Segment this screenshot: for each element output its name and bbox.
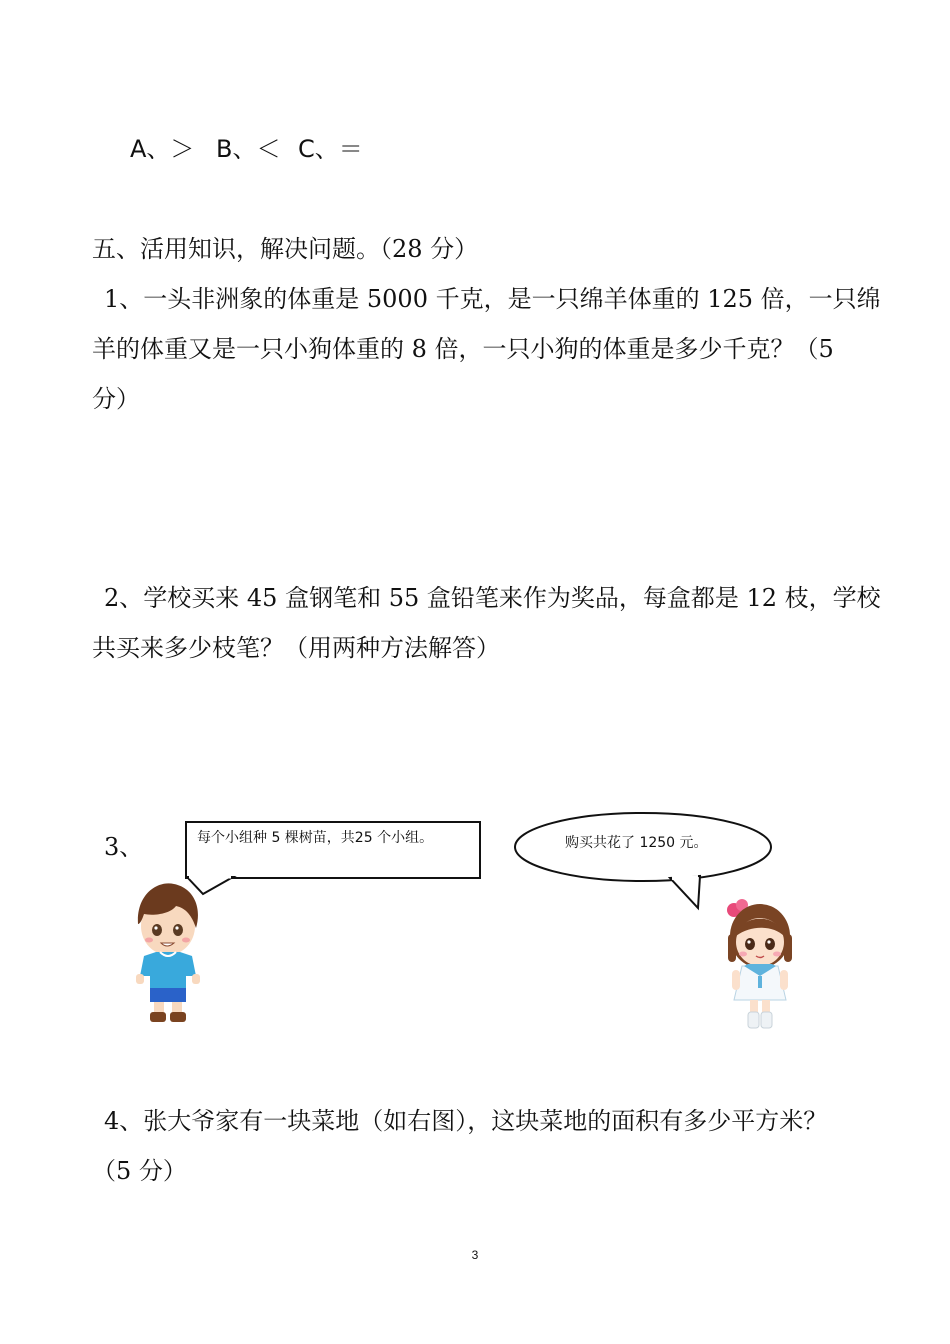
q1-line-3: 分） bbox=[92, 385, 140, 413]
page-number: 3 bbox=[471, 1248, 479, 1262]
q4-line-1: 4、张大爷家有一块菜地（如右图），这块菜地的面积有多少平方米？ bbox=[104, 1107, 828, 1135]
q1-line-1: 1、一头非洲象的体重是 5000 千克，是一只绵羊体重的 125 倍，一只绵 bbox=[104, 285, 881, 313]
choice-b: B、＜ bbox=[216, 135, 281, 163]
q2-line-2: 共买来多少枝笔？（用两种方法解答） bbox=[92, 634, 500, 662]
section-title: 五、活用知识，解决问题。（28 分） bbox=[92, 235, 479, 263]
q3-number: 3、 bbox=[104, 833, 144, 861]
girl-cartoon-illustration bbox=[712, 896, 802, 1032]
boy-cartoon-illustration bbox=[130, 880, 205, 1026]
choice-a: A、＞ bbox=[130, 135, 195, 163]
boy-speech-text: 每个小组种 5 棵树苗，共25 个小组。 bbox=[197, 830, 434, 846]
q4-line-2: （5 分） bbox=[92, 1157, 187, 1185]
q1-line-2: 羊的体重又是一只小狗体重的 8 倍，一只小狗的体重是多少千克？（5 bbox=[92, 335, 834, 363]
girl-speech-text: 购买共花了 1250 元。 bbox=[565, 835, 708, 851]
choice-c: C、＝ bbox=[298, 135, 363, 163]
q2-line-1: 2、学校买来 45 盒钢笔和 55 盒铅笔来作为奖品，每盒都是 12 枝，学校 bbox=[104, 584, 881, 612]
